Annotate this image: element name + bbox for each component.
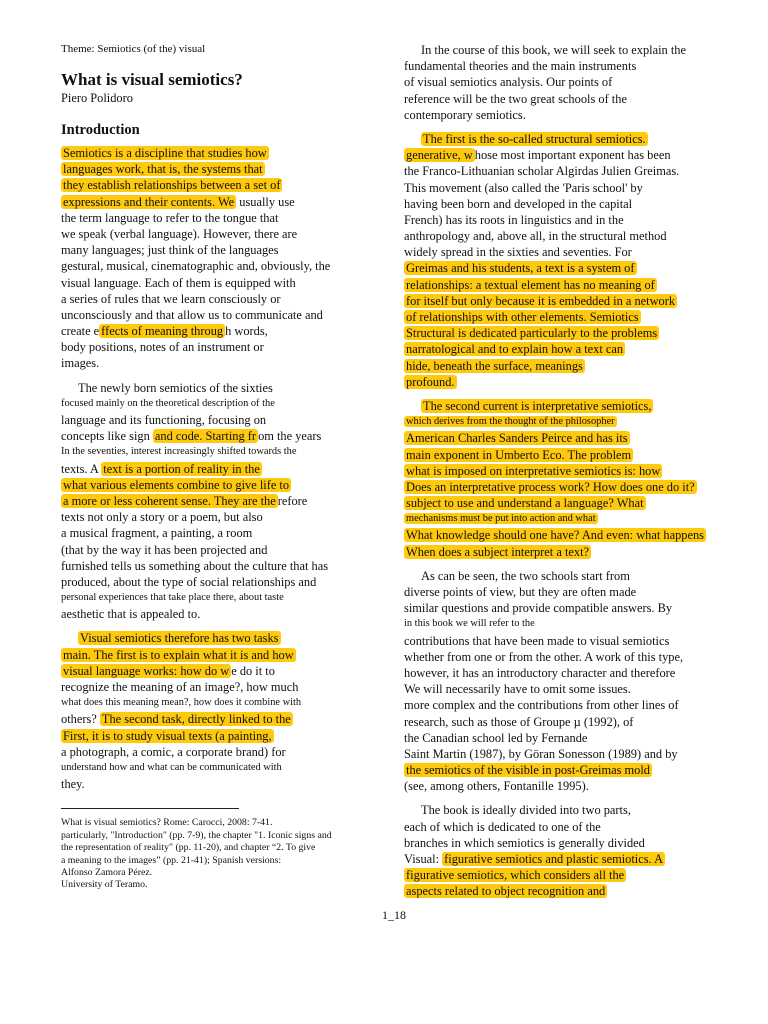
text-line: [404, 746, 726, 762]
text-line: [404, 762, 726, 778]
text-line: [61, 226, 386, 242]
highlighted-text: and code. Starting fr: [154, 429, 257, 444]
text-line: [404, 309, 726, 325]
text-line: [404, 196, 726, 212]
line-text: they.: [61, 777, 85, 792]
paragraph: [61, 145, 386, 372]
text-line: [404, 260, 726, 276]
paragraph: [404, 398, 726, 560]
line-text: focused mainly on the theoretical description of the: [61, 397, 275, 409]
line-text: however, it has an introductory character and therefore: [404, 665, 676, 680]
text-line: [404, 91, 726, 107]
line-text: This movement (also called the 'Paris school' by: [404, 180, 643, 195]
text-line: [61, 428, 386, 444]
text-line: [404, 697, 726, 713]
highlighted-text: The first is the so-called structural semiotics.: [423, 131, 646, 146]
text-line: [404, 325, 726, 341]
line-text: e do it to: [231, 663, 275, 678]
line-text: hose most important exponent has been: [474, 148, 671, 163]
text-line: [404, 228, 726, 244]
page-number: 1_18: [382, 908, 406, 922]
line-text: fundamental theories and the main instruments: [404, 59, 637, 74]
paragraph: [404, 568, 726, 795]
text-line: [61, 574, 386, 590]
text-line: [61, 210, 386, 226]
text-line: [404, 649, 726, 665]
text-line: [404, 633, 726, 649]
highlighted-text: The second task, directly linked to the: [101, 712, 291, 727]
right-column: [404, 42, 726, 900]
highlighted-text: mechanisms must be put into action and what: [406, 513, 596, 525]
line-text: As can be seen, the two schools start from: [421, 568, 630, 583]
text-line: [61, 461, 386, 477]
text-line: [404, 584, 726, 600]
highlighted-text: subject to use and understand a language? What: [406, 496, 644, 511]
highlighted-text: Structural is dedicated particularly to the problems: [406, 326, 658, 341]
text-line: [404, 463, 726, 479]
text-line: [61, 380, 386, 396]
line-text: (that by the way it has been projected and: [61, 542, 268, 557]
text-line: [61, 525, 386, 541]
author-name: Piero Polidoro: [61, 91, 133, 105]
text-line: [61, 542, 386, 558]
footnotes: [61, 817, 386, 891]
line-text: diverse points of view, but they are often made: [404, 585, 637, 599]
highlighted-text: they establish relationships between a set of: [63, 178, 281, 193]
highlighted-text: aspects related to object recognition and: [406, 884, 606, 899]
line-text: the term language to refer to the tongue that: [61, 210, 279, 225]
highlighted-text: generative, w: [406, 148, 473, 163]
highlighted-text: When does a subject interpret a text?: [406, 544, 590, 559]
paragraph: [61, 630, 386, 792]
line-text: (see, among others, Fontanille 1995).: [404, 779, 589, 794]
line-text: more complex and the contributions from other lines of: [404, 698, 679, 713]
text-line: [61, 590, 386, 606]
text-line: [404, 398, 726, 414]
text-line: [61, 161, 386, 177]
text-line: [404, 374, 726, 390]
text-line: [404, 58, 726, 74]
line-text: images.: [61, 356, 100, 371]
text-line: [404, 544, 726, 560]
text-line: [61, 663, 386, 679]
line-text: produced, about the type of social relationships and: [61, 574, 317, 589]
text-line: [61, 728, 386, 744]
text-line: [404, 665, 726, 681]
text-line: [404, 681, 726, 697]
line-text: The book is ideally divided into two parts,: [421, 803, 631, 818]
highlighted-text: ffects of meaning throug: [101, 324, 224, 339]
text-line: [61, 412, 386, 428]
line-text: anthropology and, above all, in the structural method: [404, 229, 667, 244]
footnote-line: a meaning to the images” (pp. 21-41); Spanish versions:: [61, 854, 282, 866]
line-text: texts. A: [61, 461, 102, 476]
text-line: [404, 414, 726, 430]
line-text: similar questions and provide compatible answers. By: [404, 601, 673, 616]
line-text: of visual semiotics analysis. Our points of: [404, 75, 613, 90]
highlighted-text: a more or less coherent sense. They are the: [63, 493, 276, 508]
text-line: [61, 606, 386, 622]
theme-line: Theme: Semiotics (of the) visual: [61, 43, 206, 55]
line-text: contributions that have been made to visual semiotics: [404, 633, 670, 648]
text-line: [61, 679, 386, 695]
line-text: language and its functioning, focusing on: [61, 413, 267, 427]
line-text: many languages; just think of the languages: [61, 243, 279, 258]
line-text: furnished tells us something about the culture that has: [61, 558, 329, 573]
text-line: [61, 396, 386, 412]
text-line: [61, 355, 386, 371]
text-line: [61, 630, 386, 646]
line-text: Visual:: [404, 852, 443, 866]
line-text: reference will be the two great schools of the: [404, 91, 627, 106]
highlighted-text: The second current is interpretative semiotics,: [423, 398, 652, 413]
highlighted-text: main. The first is to explain what it is and how: [63, 647, 294, 662]
text-line: [404, 819, 726, 835]
text-line: [61, 258, 386, 274]
line-text: body positions, notes of an instrument or: [61, 340, 264, 355]
footnote-line: University of Teramo.: [61, 879, 148, 891]
text-line: [61, 444, 386, 460]
line-text: gestural, musical, cinematographic and, obviously, the: [61, 259, 331, 274]
highlighted-text: Greimas and his students, a text is a system of: [406, 261, 635, 276]
text-line: [404, 42, 726, 58]
text-line: [404, 802, 726, 818]
text-line: [61, 477, 386, 493]
line-text: usually use: [236, 194, 295, 209]
text-line: [404, 568, 726, 584]
text-line: [61, 307, 386, 323]
text-line: [404, 835, 726, 851]
line-text: whether from one or from the other. A work of this type,: [404, 649, 684, 664]
text-line: [61, 509, 386, 525]
text-line: [404, 163, 726, 179]
text-line: [404, 341, 726, 357]
line-text: having been born and developed in the capital: [404, 196, 633, 211]
text-line: [404, 447, 726, 463]
text-line: [404, 212, 726, 228]
text-line: [61, 695, 386, 711]
highlighted-text: profound.: [406, 374, 455, 389]
highlighted-text: Semiotics is a discipline that studies how: [63, 146, 267, 160]
text-line: [61, 291, 386, 307]
line-text: the Franco-Lithuanian scholar Algirdas Julien Greimas.: [404, 164, 680, 179]
line-text: what does this meaning mean?, how does it combine with: [61, 697, 302, 709]
section-heading: Introduction: [61, 122, 140, 138]
text-line: [404, 430, 726, 446]
highlighted-text: what various elements combine to give life to: [63, 477, 290, 492]
line-text: create e: [61, 324, 100, 339]
highlighted-text: hide, beneath the surface, meanings: [406, 358, 583, 373]
footnote-line: particularly, "Introduction" (pp. 7-9), the chapter "1. Iconic signs and: [61, 829, 332, 841]
text-line: [61, 493, 386, 509]
line-text: concepts like sign: [61, 429, 153, 444]
text-line: [61, 776, 386, 792]
text-line: [61, 242, 386, 258]
highlighted-text: expressions and their contents. We: [63, 194, 235, 209]
paragraph: [404, 42, 726, 123]
highlighted-text: text is a portion of reality in the: [103, 461, 260, 476]
text-line: [404, 867, 726, 883]
line-text: a series of rules that we learn consciously or: [61, 291, 281, 306]
text-line: [404, 616, 726, 632]
highlighted-text: for itself but only because it is embedded in a network: [406, 293, 676, 308]
text-line: [61, 145, 386, 161]
text-line: [404, 883, 726, 899]
highlighted-text: relationships: a textual element has no meaning of: [406, 277, 655, 292]
text-line: [61, 275, 386, 291]
highlighted-text: what is imposed on interpretative semiotics is: how: [406, 463, 661, 478]
line-text: om the years: [258, 429, 322, 444]
text-line: [61, 760, 386, 776]
paragraph: [404, 131, 726, 390]
text-line: [404, 527, 726, 543]
text-line: [404, 131, 726, 147]
highlighted-text: Visual semiotics therefore has two tasks: [80, 631, 279, 646]
line-text: a photograph, a comic, a corporate brand) for: [61, 744, 286, 759]
line-text: each of which is dedicated to one of the: [404, 819, 601, 834]
text-line: [404, 74, 726, 90]
line-text: others?: [61, 712, 100, 727]
paragraph: [404, 802, 726, 899]
text-line: [404, 180, 726, 196]
text-line: [61, 744, 386, 760]
footnote-line: What is visual semiotics? Rome: Carocci, 2008: 7-41.: [61, 817, 273, 829]
footnote-line: Alfonso Zamora Pérez.: [61, 866, 153, 878]
highlighted-text: languages work, that is, the systems that: [63, 162, 263, 177]
line-text: texts not only a story or a poem, but also: [61, 510, 263, 525]
line-text: contemporary semiotics.: [404, 107, 526, 122]
line-text: We will necessarily have to omit some issues.: [404, 682, 631, 697]
highlighted-text: Does an interpretative process work? How does one do it?: [406, 479, 695, 494]
text-line: [404, 277, 726, 293]
text-line: [404, 107, 726, 123]
highlighted-text: figurative semiotics, which considers all the: [406, 868, 625, 883]
text-line: [404, 147, 726, 163]
line-text: branches in which semiotics is generally divided: [404, 835, 645, 850]
text-line: [404, 778, 726, 794]
text-line: [61, 194, 386, 210]
text-line: [404, 244, 726, 260]
text-line: [61, 558, 386, 574]
left-column: [61, 42, 386, 892]
text-line: [404, 714, 726, 730]
text-line: [61, 339, 386, 355]
line-text: widely spread in the sixties and seventies. For: [404, 245, 632, 260]
highlighted-text: narratological and to explain how a text can: [406, 342, 624, 357]
text-line: [404, 511, 726, 527]
line-text: refore: [277, 493, 308, 508]
highlighted-text: main exponent in Umberto Eco. The problem: [406, 447, 632, 462]
text-line: [404, 851, 726, 867]
text-line: [404, 358, 726, 374]
highlighted-text: of relationships with other elements. Semiotics: [406, 310, 639, 324]
text-line: [404, 495, 726, 511]
paragraph: [61, 380, 386, 623]
footnote-line: the representation of reality" (pp. 11-20), and chapter “2. To give: [61, 842, 316, 854]
line-text: the Canadian school led by Fernande: [404, 730, 588, 745]
line-text: we speak (verbal language). However, there are: [61, 226, 298, 241]
line-text: unconsciously and that allow us to communicate and: [61, 307, 323, 322]
text-line: [61, 177, 386, 193]
line-text: personal experiences that take place there, about taste: [61, 592, 284, 604]
highlighted-text: American Charles Sanders Peirce and has its: [406, 431, 628, 446]
text-line: [61, 323, 386, 339]
highlighted-text: which derives from the thought of the philosopher: [406, 416, 615, 428]
line-text: French) has its roots in linguistics and in the: [404, 212, 624, 227]
text-line: [404, 479, 726, 495]
line-text: research, such as those of Groupe µ (1992), of: [404, 714, 634, 729]
footnote-divider: [61, 808, 239, 809]
text-line: [404, 600, 726, 616]
line-text: In the course of this book, we will seek to explain the: [421, 43, 686, 57]
line-text: in this book we will refer to the: [404, 618, 535, 630]
highlighted-text: figurative semiotics and plastic semiotics. A: [444, 852, 664, 866]
line-text: recognize the meaning of an image?, how much: [61, 680, 299, 694]
line-text: h words,: [225, 324, 268, 339]
article-title: What is visual semiotics?: [61, 70, 243, 89]
line-text: Saint Martin (1987), by Göran Sonesson (1989) and by: [404, 746, 678, 761]
line-text: The newly born semiotics of the sixties: [78, 380, 273, 395]
line-text: visual language. Each of them is equipped with: [61, 275, 296, 290]
text-line: [404, 293, 726, 309]
highlighted-text: visual language works: how do w: [63, 663, 230, 678]
highlighted-text: the semiotics of the visible in post-Greimas mold: [406, 763, 650, 778]
line-text: a musical fragment, a painting, a room: [61, 526, 253, 541]
line-text: aesthetic that is appealed to.: [61, 607, 201, 622]
text-line: [404, 730, 726, 746]
highlighted-text: First, it is to study visual texts (a painting,: [63, 728, 272, 743]
line-text: understand how and what can be communicated with: [61, 761, 282, 773]
text-line: [61, 647, 386, 663]
line-text: In the seventies, interest increasingly shifted towards the: [61, 446, 297, 458]
text-line: [61, 711, 386, 727]
highlighted-text: What knowledge should one have? And even: what happens: [406, 528, 704, 543]
